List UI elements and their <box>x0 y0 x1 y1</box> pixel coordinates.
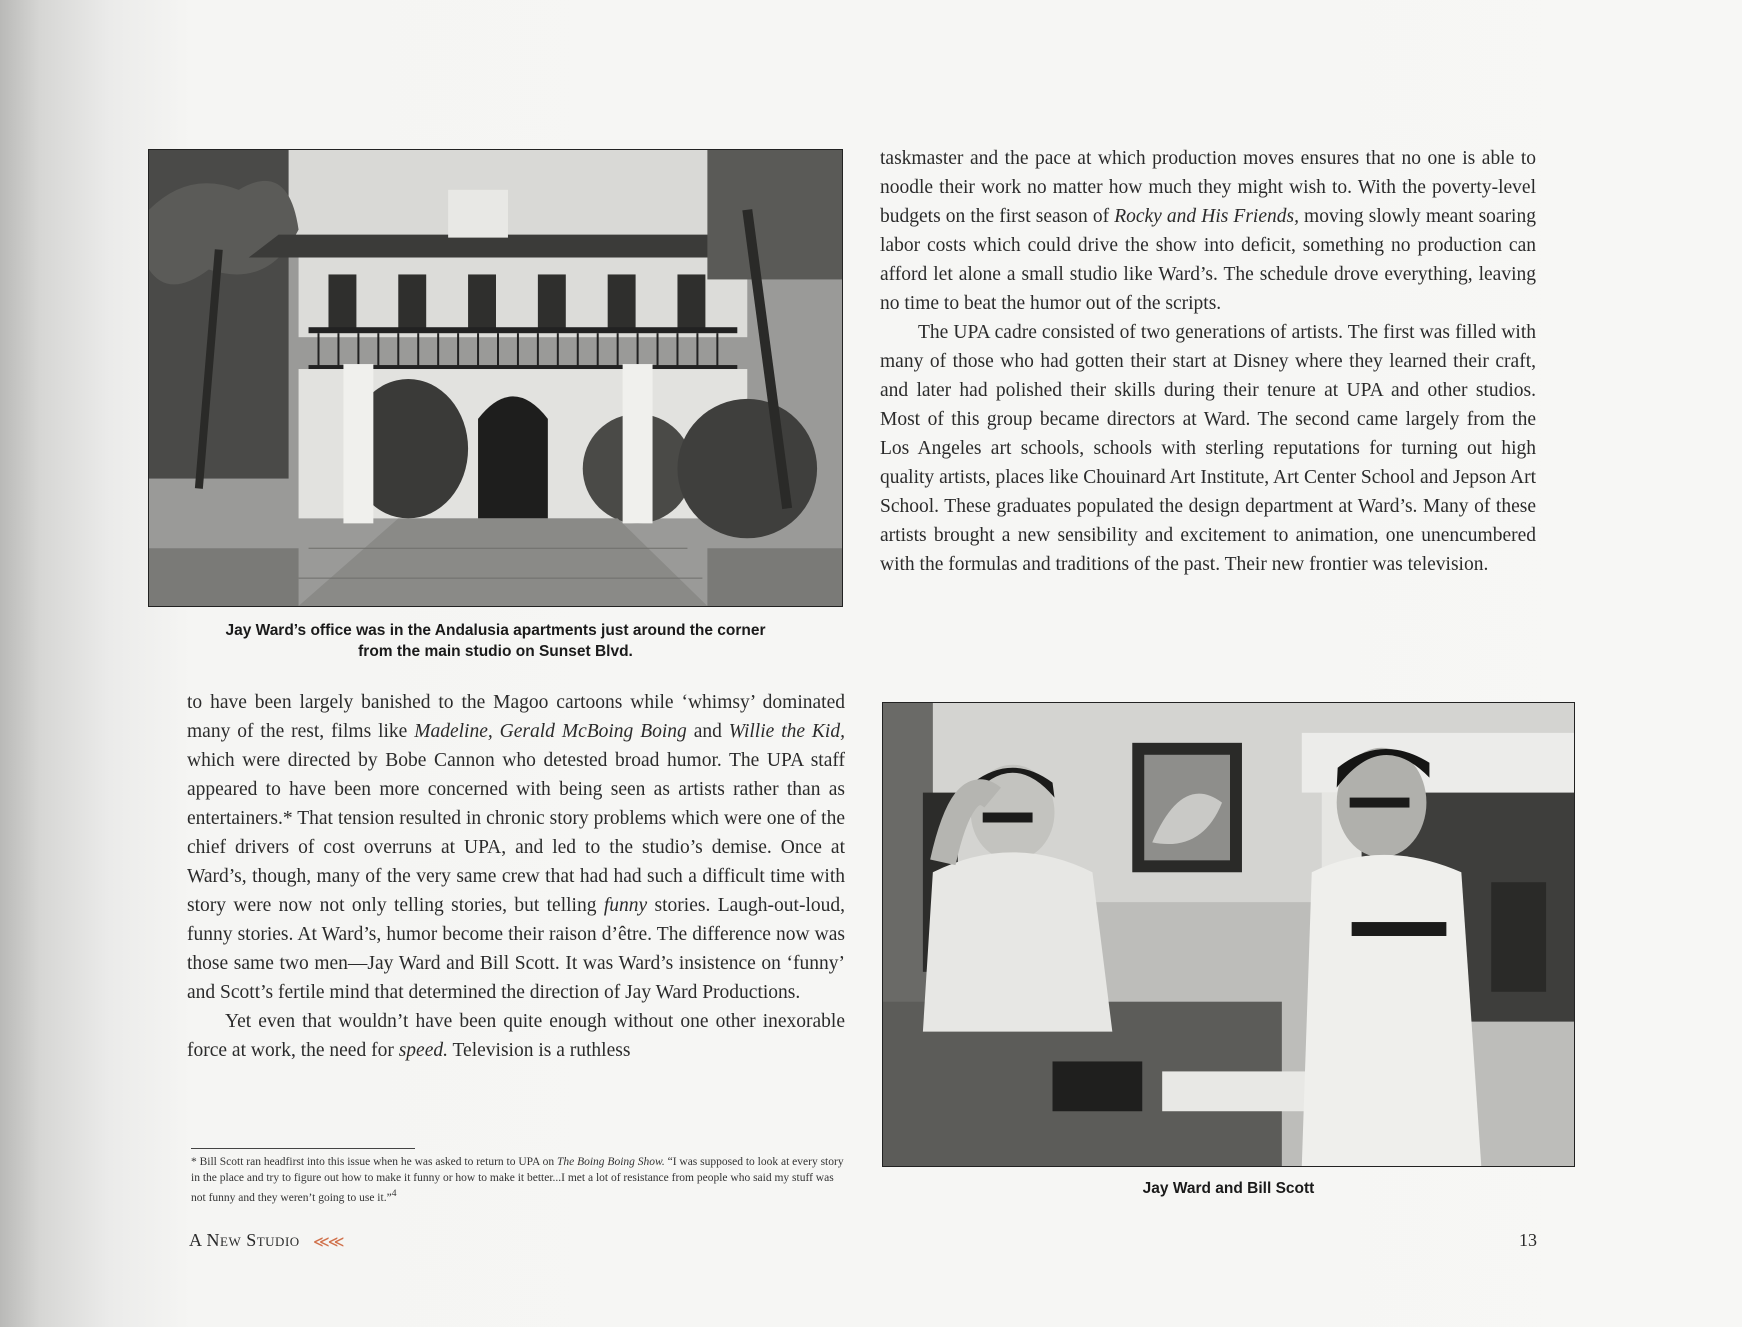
right-p1-italic: Rocky and His Friends, <box>1114 206 1299 227</box>
right-column-text <box>880 144 1536 579</box>
right-paragraph-1 <box>880 144 1536 318</box>
left-p1-italic-1: Madeline, Gerald McBoing Boing <box>414 721 687 742</box>
footnote-italic: The Boing Boing Show. <box>556 1156 665 1168</box>
ornament-icon: ≪≪ <box>313 1234 343 1251</box>
left-p1-text-d: stories. Laugh-out-loud, funny stories. At Ward’s, humor become their raison d’être. The difference now was those same two men—Jay Ward and Bill Scott. It was Ward’s insistence on ‘funny’ and Scott’s fertile mind that determined the direction of Jay Ward Productions. <box>187 895 845 1003</box>
footnote <box>191 1155 846 1206</box>
photo1-caption <box>148 620 843 662</box>
left-column-text <box>187 688 845 1065</box>
photo1-caption-line1: Jay Ward’s office was in the Andalusia apartments just around the corner <box>225 622 766 639</box>
footnote-text-a: * Bill Scott ran headfirst into this issue when he was asked to return to UPA on <box>191 1156 557 1168</box>
left-p1-text-a: to have been largely banished to the Magoo cartoons while ‘whimsy’ dominated many of the rest, films like <box>187 692 845 742</box>
left-p2-text-a: Yet even that wouldn’t have been quite enough without one other inexorable force at work, the need for <box>187 1011 845 1061</box>
left-paragraph-1 <box>187 688 845 1007</box>
left-p1-italic-2: Willie the Kid, <box>728 721 845 742</box>
house-photo-icon <box>149 150 842 606</box>
footnote-superscript: 4 <box>391 1188 397 1199</box>
left-p1-text-b: and <box>686 721 729 742</box>
right-p1-text-a: taskmaster and the pace at which production moves ensures that no one is able to noodle their work no matter how much they might wish to. With the poverty-level budgets on the first season of <box>880 148 1536 227</box>
people-photo-icon <box>883 703 1574 1166</box>
footnote-text-b: “I was supposed to look at every story in the place and try to figure out how to make it funny or how to make it better...I met a lot of resistance from people who said my stuff was not funny and they weren’t going to use it.” <box>191 1156 844 1204</box>
left-p2-text-b: Television is a ruthless <box>447 1040 631 1061</box>
footnote-rule <box>191 1148 415 1149</box>
photo2-caption: Jay Ward and Bill Scott <box>1142 1180 1315 1197</box>
left-paragraph-2 <box>187 1007 845 1065</box>
page-number: 13 <box>1519 1230 1537 1250</box>
jay-ward-bill-scott-photo <box>882 702 1575 1167</box>
left-p1-italic-3: funny <box>603 895 648 916</box>
left-p1-text-c: which were directed by Bobe Cannon who detested broad humor. The UPA staff appeared to have been more concerned with being seen as artists rather than as entertainers.* That tension resulted in chronic story problems which were one of the chief drivers of cost overruns at UPA, and led to the studio’s demise. Once at Ward’s, though, many of the very same crew that had had such a difficult time with story were now not only telling stories, but telling <box>187 750 845 916</box>
right-p1-text-b: moving slowly meant soaring labor costs which could drive the show into deficit, something no production can afford let alone a small studio like Ward’s. The schedule drove everything, leaving no time to beat the humor out of the scripts. <box>880 206 1536 314</box>
photo1-caption-line2: from the main studio on Sunset Blvd. <box>358 643 633 660</box>
andalusia-apartments-photo <box>148 149 843 607</box>
left-p2-italic: speed. <box>398 1040 448 1061</box>
running-head: A New Studio <box>189 1230 300 1250</box>
right-paragraph-2: The UPA cadre consisted of two generations of artists. The first was filled with many of those who had gotten their start at Disney where they learned their craft, and later had polished their skills during their tenure at UPA and other studios. Most of this group became directors at Ward. The second came largely from the Los Angeles art schools, schools with sterling reputations for turning out high quality artists, places like Chouinard Art Institute, Art Center School and Jepson Art School. These graduates populated the design department at Ward’s. Many of these artists brought a new sensibility and excitement to animation, one unencumbered with the formulas and traditions of the past. Their new frontier was television. <box>880 322 1536 575</box>
